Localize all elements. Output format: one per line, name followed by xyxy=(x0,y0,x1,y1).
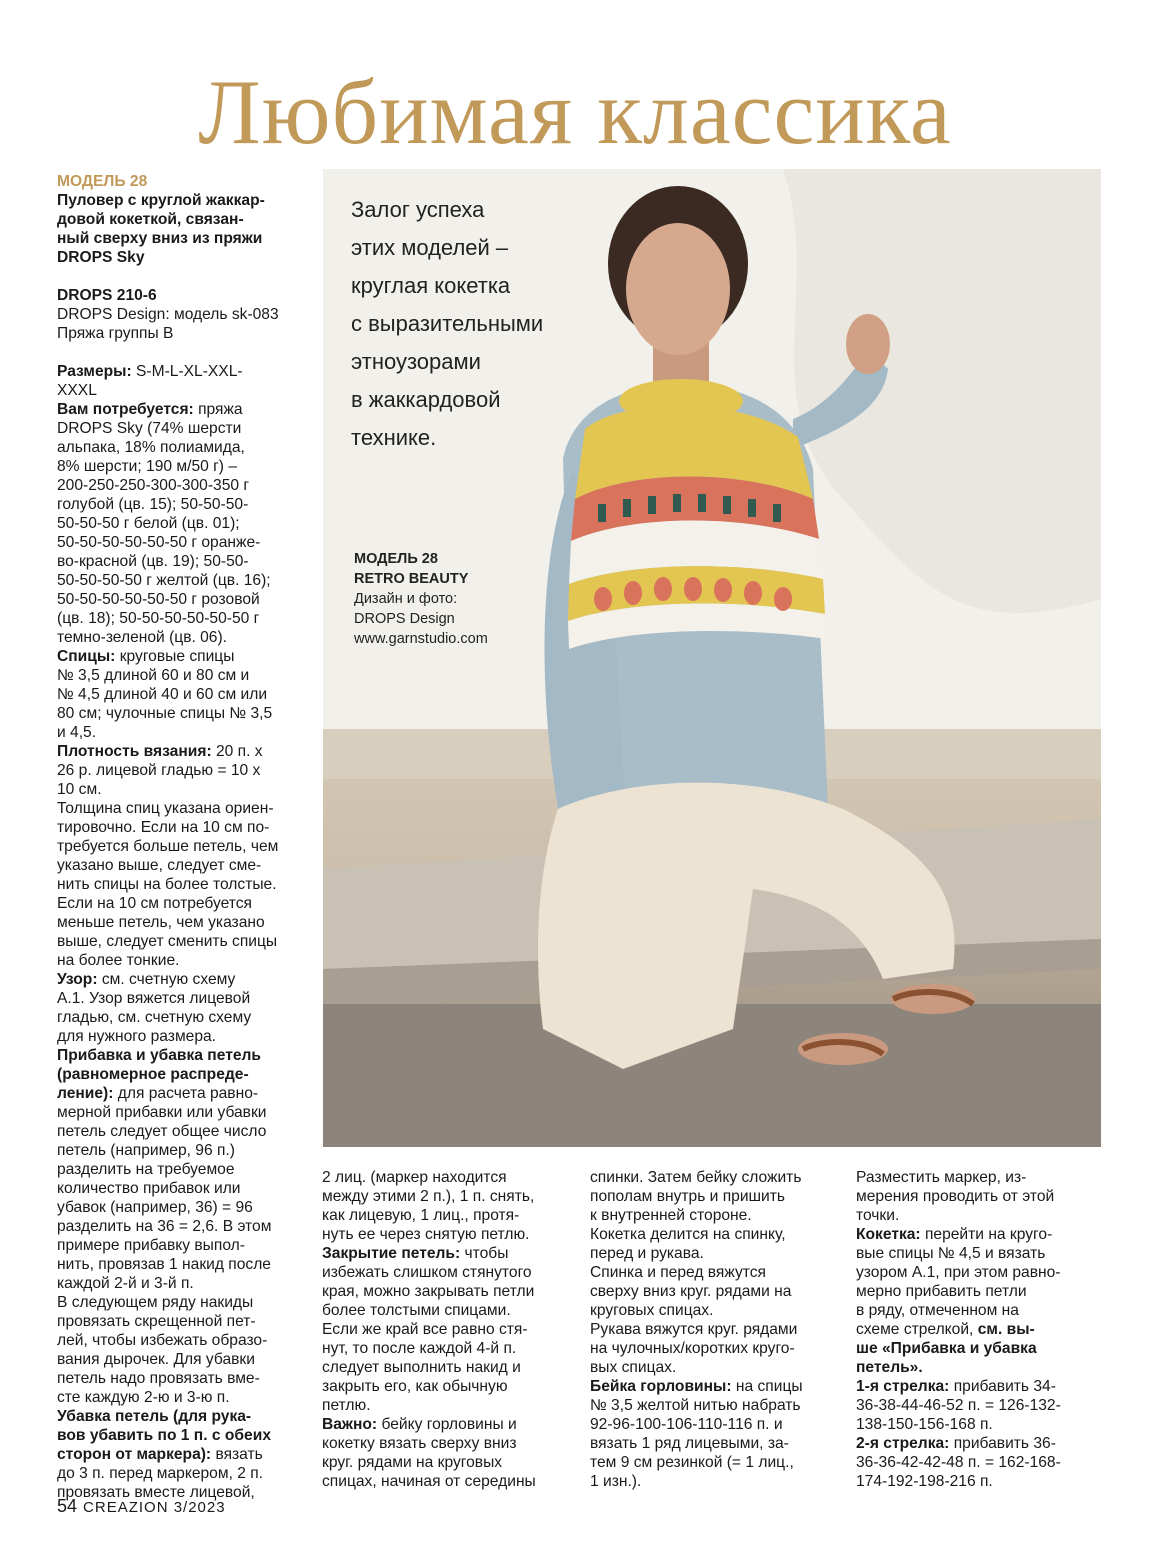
dec-label: вов убавить по 1 п. с обеих xyxy=(57,1427,271,1444)
pattern-label: Узор: xyxy=(57,971,98,988)
important-line xyxy=(322,1415,567,1434)
need-label: Вам потребуется: xyxy=(57,401,194,418)
text-line: петлю. xyxy=(322,1397,371,1414)
text-line: в жаккардовой xyxy=(351,387,501,412)
text-line: разделить на требуемое xyxy=(57,1161,235,1178)
model-label: МОДЕЛЬ 28 xyxy=(57,173,148,190)
text-line: разделить на 36 = 2,6. В этом xyxy=(57,1218,272,1235)
text-line: петель надо провязать вме- xyxy=(57,1370,260,1387)
text-line: 36-36-42-42-48 п. = 162-168- xyxy=(856,1454,1061,1471)
photo-credit xyxy=(354,549,488,649)
text-line: указано выше, следует сме- xyxy=(57,857,262,874)
column-1 xyxy=(57,172,297,1502)
dec-label-end: сторон от маркера): xyxy=(57,1446,212,1463)
text-line: Если на 10 см потребуется xyxy=(57,895,252,912)
text-line: спинки. Затем бейку сложить xyxy=(590,1169,802,1186)
subtitle-line: DROPS Sky xyxy=(57,249,145,266)
text-line: Спинка и перед вяжутся xyxy=(590,1264,766,1281)
arrow2-label: 2-я стрелка: xyxy=(856,1435,950,1452)
incdec-label-end: ление): xyxy=(57,1085,114,1102)
dec-line xyxy=(57,1445,297,1464)
text-line: Разместить маркер, из- xyxy=(856,1169,1027,1186)
text-line: как лицевую, 1 лиц., протя- xyxy=(322,1207,520,1224)
gauge-line xyxy=(57,742,297,761)
text-line: вязать 1 ряд лицевыми, за- xyxy=(590,1435,789,1452)
text-line: тем 9 см резинкой (= 1 лиц., xyxy=(590,1454,794,1471)
col2-lines-c xyxy=(322,1434,567,1491)
text-line: и 4,5. xyxy=(57,724,97,741)
sizes-label: Размеры: xyxy=(57,363,132,380)
ref-line xyxy=(856,1320,1101,1339)
text-line: сте каждую 2-ю и 3-ю п. xyxy=(57,1389,230,1406)
credit-name: RETRO BEAUTY xyxy=(354,571,469,587)
design-line: DROPS Design: модель sk-083 xyxy=(57,306,279,323)
text-line: вые спицы № 4,5 и вязать xyxy=(856,1245,1046,1262)
text-line: DROPS Sky (74% шерсти xyxy=(57,420,242,437)
pattern-line xyxy=(57,970,297,989)
dec-label: Убавка петель (для рука- xyxy=(57,1408,252,1425)
text-line: во-красной (цв. 19); 50-50- xyxy=(57,553,249,570)
yoke-line xyxy=(856,1225,1101,1244)
need-value: пряжа xyxy=(193,401,243,418)
text-line: следует выполнить накид и xyxy=(322,1359,521,1376)
arrow1-label: 1-я стрелка: xyxy=(856,1378,950,1395)
incdec-label: (равномерное распреде- xyxy=(57,1066,249,1083)
text-line: 26 р. лицевой гладью = 10 х xyxy=(57,762,261,779)
gauge-lines xyxy=(57,761,297,970)
text-line: нить спицы на более толстые. xyxy=(57,876,277,893)
sizes-value: S-M-L-XL-XXL- xyxy=(131,363,243,380)
incdec-value: для расчета равно- xyxy=(113,1085,259,1102)
text-line: до 3 п. перед маркером, 2 п. xyxy=(57,1465,264,1482)
text-line: (цв. 18); 50-50-50-50-50-50 г xyxy=(57,610,260,627)
text-line: пополам внутрь и пришить xyxy=(590,1188,786,1205)
text-line: на чулочных/коротких круго- xyxy=(590,1340,795,1357)
ref-bold-line: ше «Прибавка и убавка xyxy=(856,1340,1037,1357)
subtitle-line: довой кокеткой, связан- xyxy=(57,211,244,228)
caption-lines xyxy=(351,191,543,457)
model-photo xyxy=(323,169,1101,1147)
text-line: в ряду, отмеченном на xyxy=(856,1302,1019,1319)
text-line: круговых спицах. xyxy=(590,1302,714,1319)
model-subtitle xyxy=(57,191,297,267)
text-line: гладью, см. счетную схему xyxy=(57,1009,252,1026)
text-line: голубой (цв. 15); 50-50-50- xyxy=(57,496,249,513)
col3-lines-b xyxy=(590,1396,835,1491)
pattern-lines xyxy=(57,989,297,1046)
column-3 xyxy=(590,1168,835,1491)
col4-lines-a xyxy=(856,1168,1101,1225)
need-lines xyxy=(57,419,297,647)
text-line: тировочно. Если на 10 см по- xyxy=(57,819,270,836)
col3-lines-a xyxy=(590,1168,835,1377)
text-line: № 3,5 длиной 60 и 80 см и xyxy=(57,667,250,684)
incdec-lines xyxy=(57,1103,297,1407)
text-line: № 4,5 длиной 40 и 60 см или xyxy=(57,686,268,703)
model-code: DROPS 210-6 xyxy=(57,287,157,304)
text-line: www.garnstudio.com xyxy=(354,631,488,647)
text-line: мерной прибавки или убавки xyxy=(57,1104,267,1121)
text-line: сверху вниз круг. рядами на xyxy=(590,1283,792,1300)
column-4 xyxy=(856,1168,1101,1491)
text-line: закрыть его, как обычную xyxy=(322,1378,508,1395)
arrow1-line xyxy=(856,1377,1101,1396)
yoke-value: перейти на круго- xyxy=(920,1226,1053,1243)
text-line: технике. xyxy=(351,425,437,450)
text-line: более толстыми спицами. xyxy=(322,1302,511,1319)
bindoff-value: чтобы xyxy=(460,1245,509,1262)
text-line: мерения проводить от этой xyxy=(856,1188,1055,1205)
photo-caption xyxy=(351,191,543,457)
col2-lines-b xyxy=(322,1263,567,1415)
ref-plain: схеме стрелкой, xyxy=(856,1321,978,1338)
text-line: 200-250-250-300-300-350 г xyxy=(57,477,250,494)
important-value: бейку горловины и xyxy=(377,1416,517,1433)
gauge-value: 20 п. х xyxy=(211,743,263,760)
text-line: альпака, 18% полиамида, xyxy=(57,439,245,456)
incdec-line xyxy=(57,1084,297,1103)
text-line: примере прибавку выпол- xyxy=(57,1237,245,1254)
subtitle-line: ный сверху вниз из пряжи xyxy=(57,230,263,247)
text-line: этноузорами xyxy=(351,349,481,374)
text-line: меньше петель, чем указано xyxy=(57,914,265,931)
text-line: на более тонкие. xyxy=(57,952,180,969)
text-line: провязать скрещенной пет- xyxy=(57,1313,256,1330)
page-number: 54 xyxy=(57,1496,78,1516)
neck-line xyxy=(590,1377,835,1396)
sizes-line: XXXL xyxy=(57,382,97,399)
text-line: Залог успеха xyxy=(351,197,485,222)
col4-lines-b xyxy=(856,1244,1101,1320)
text-line: края, можно закрывать петли xyxy=(322,1283,535,1300)
text-line: кокетку вязать сверху вниз xyxy=(322,1435,517,1452)
text-line: количество прибавок или xyxy=(57,1180,241,1197)
text-line: Рукава вяжутся круг. рядами xyxy=(590,1321,798,1338)
text-line: нить, провязав 1 накид после xyxy=(57,1256,271,1273)
needles-line xyxy=(57,647,297,666)
text-line: Дизайн и фото: xyxy=(354,591,458,607)
text-line: лей, чтобы избежать образо- xyxy=(57,1332,268,1349)
text-line: темно-зеленой (цв. 06). xyxy=(57,629,228,646)
arrow2-line xyxy=(856,1434,1101,1453)
text-line: убавок (например, 36) = 96 xyxy=(57,1199,253,1216)
text-line: перед и рукава. xyxy=(590,1245,704,1262)
text-line: 1 изн.). xyxy=(590,1473,642,1490)
text-line: круг. рядами на круговых xyxy=(322,1454,503,1471)
text-line: узором А.1, при этом равно- xyxy=(856,1264,1061,1281)
text-line: 10 см. xyxy=(57,781,102,798)
text-line: провязать вместе лицевой, xyxy=(57,1484,255,1501)
text-line: между этими 2 п.), 1 п. снять, xyxy=(322,1188,535,1205)
text-line: мерно прибавить петли xyxy=(856,1283,1027,1300)
column-2 xyxy=(322,1168,567,1491)
text-line: 92-96-100-106-110-116 п. и xyxy=(590,1416,783,1433)
text-line: петель следует общее число xyxy=(57,1123,267,1140)
text-line: с выразительными xyxy=(351,311,544,336)
text-line: к внутренней стороне. xyxy=(590,1207,752,1224)
text-line: 138-150-156-168 п. xyxy=(856,1416,993,1433)
text-line: спицах, начиная от середины xyxy=(322,1473,536,1490)
col2-lines-a xyxy=(322,1168,567,1244)
bindoff-line xyxy=(322,1244,567,1263)
ref-bold: см. вы- xyxy=(977,1321,1035,1338)
text-line: В следующем ряду накиды xyxy=(57,1294,254,1311)
text-line: каждой 2-й и 3-й п. xyxy=(57,1275,194,1292)
design-line: Пряжа группы B xyxy=(57,325,174,342)
ref-bold-line: петель». xyxy=(856,1359,923,1376)
text-line: 174-192-198-216 п. xyxy=(856,1473,993,1490)
gauge-label: Плотность вязания: xyxy=(57,743,212,760)
text-line: нут, то после каждой 4-й п. xyxy=(322,1340,517,1357)
text-line: 50-50-50-50-50-50 г розовой xyxy=(57,591,260,608)
important-label: Важно: xyxy=(322,1416,378,1433)
subtitle-line: Пуловер с круглой жаккар- xyxy=(57,192,265,209)
bindoff-label: Закрытие петель: xyxy=(322,1245,461,1262)
text-line: 80 см; чулочные спицы № 3,5 xyxy=(57,705,273,722)
neck-value: на спицы xyxy=(731,1378,803,1395)
arrow1-value: прибавить 34- xyxy=(949,1378,1056,1395)
arrow1-lines xyxy=(856,1396,1101,1434)
page-footer xyxy=(57,1494,226,1520)
text-line: DROPS Design xyxy=(354,611,455,627)
dec-value: вязать xyxy=(211,1446,263,1463)
text-line: Толщина спиц указана ориен- xyxy=(57,800,274,817)
sizes-line xyxy=(57,362,297,381)
text-line: нуть ее через снятую петлю. xyxy=(322,1226,530,1243)
arrow2-value: прибавить 36- xyxy=(949,1435,1056,1452)
page-title: Любимая классика xyxy=(198,61,952,163)
magazine-name: CREAZION 3/2023 xyxy=(83,1499,226,1516)
text-line: избежать слишком стянутого xyxy=(322,1264,532,1281)
text-line: Если же край все равно стя- xyxy=(322,1321,528,1338)
arrow2-lines xyxy=(856,1453,1101,1491)
credit-lines xyxy=(354,589,488,649)
text-line: 2 лиц. (маркер находится xyxy=(322,1169,507,1186)
text-line: требуется больше петель, чем xyxy=(57,838,279,855)
text-line: А.1. Узор вяжется лицевой xyxy=(57,990,251,1007)
incdec-label: Прибавка и убавка петель xyxy=(57,1047,261,1064)
text-line: 50-50-50-50 г желтой (цв. 16); xyxy=(57,572,271,589)
text-line: № 3,5 желтой нитью набрать xyxy=(590,1397,801,1414)
need-line xyxy=(57,400,297,419)
credit-model: МОДЕЛЬ 28 xyxy=(354,551,438,567)
text-line: вых спицах. xyxy=(590,1359,677,1376)
text-line: круглая кокетка xyxy=(351,273,511,298)
text-line: выше, следует сменить спицы xyxy=(57,933,278,950)
text-line: 50-50-50-50-50-50 г оранже- xyxy=(57,534,261,551)
text-line: для нужного размера. xyxy=(57,1028,217,1045)
text-line: 8% шерсти; 190 м/50 г) – xyxy=(57,458,238,475)
needles-label: Спицы: xyxy=(57,648,116,665)
yoke-label: Кокетка: xyxy=(856,1226,921,1243)
text-line: петель (например, 96 п.) xyxy=(57,1142,235,1159)
pattern-value: см. счетную схему xyxy=(97,971,236,988)
text-line: вания дырочек. Для убавки xyxy=(57,1351,255,1368)
text-line: Кокетка делится на спинку, xyxy=(590,1226,786,1243)
neck-label: Бейка горловины: xyxy=(590,1378,732,1395)
text-line: 50-50-50 г белой (цв. 01); xyxy=(57,515,240,532)
text-line: этих моделей – xyxy=(351,235,509,260)
text-line: 36-38-44-46-52 п. = 126-132- xyxy=(856,1397,1061,1414)
text-line: точки. xyxy=(856,1207,900,1224)
needles-lines xyxy=(57,666,297,742)
needles-value: круговые спицы xyxy=(115,648,235,665)
